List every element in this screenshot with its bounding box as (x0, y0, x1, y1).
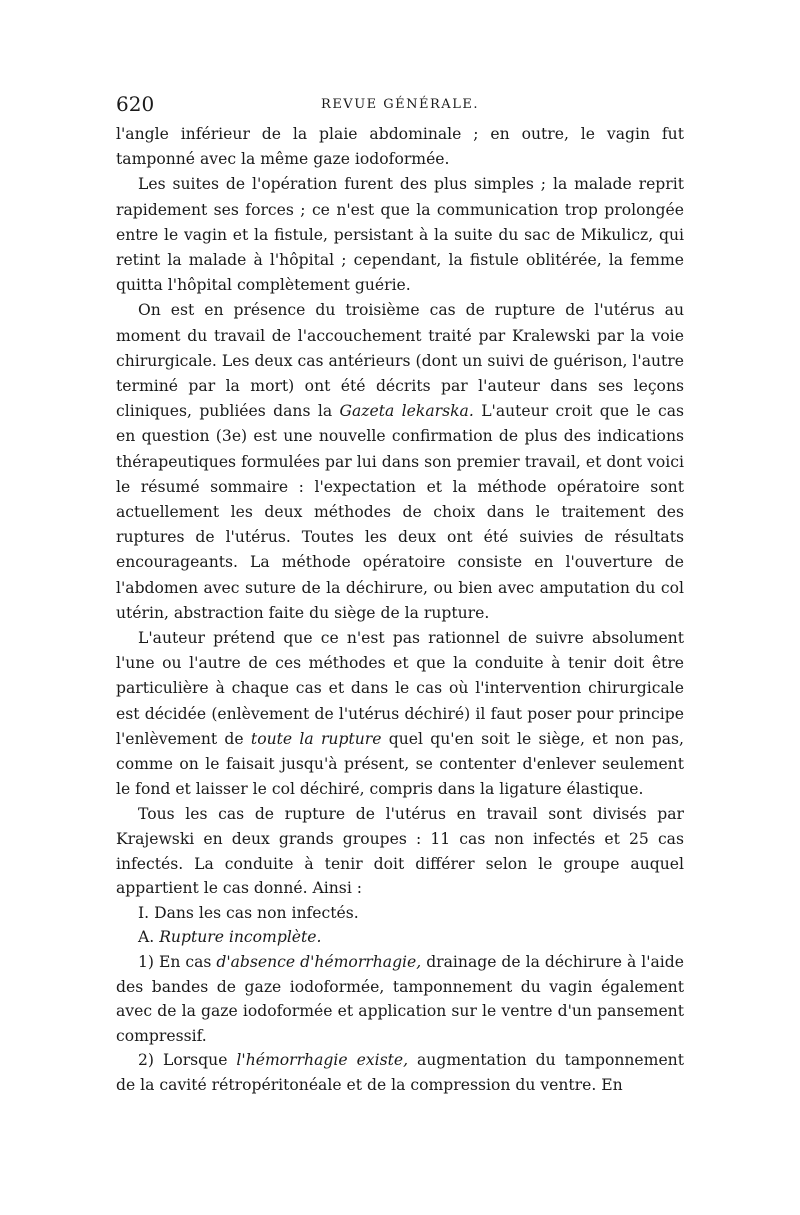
list-item-no-hemorrhage (116, 950, 684, 1048)
list-item-hemorrhage (116, 1048, 684, 1097)
journal-title: REVUE GÉNÉRALE. (321, 97, 479, 112)
journal-name: Gazeta lekarska. (339, 402, 474, 421)
book-page (116, 92, 684, 1098)
paragraph-author-opinion (116, 626, 684, 802)
list-item-text: augmentation du tamponnement de la cavité rétropéritonéale et de la compression du ventre. En (116, 1051, 684, 1095)
list-label: 2) Lorsque (138, 1051, 228, 1070)
paragraph-case-groups: Tous les cas de rupture de l'utérus en travail sont divisés par Krajewski en deux grands groupes : 11 cas non infectés et 25 cas infectés. La conduite à tenir doit différer selon le groupe auquel appartient le cas donné. Ainsi : (116, 805, 684, 898)
emphasis-text: l'hémorrhagie existe, (236, 1051, 409, 1070)
paragraph-continuation: l'angle inférieur de la plaie abdominale ; en outre, le vagin fut tamponné avec la même gaze iodoformée. (116, 125, 684, 169)
paragraph-text: L'auteur croit que le cas en question (3e) est une nouvelle confirmation de plus des indications thérapeutiques formulées par lui dans son premier travail, et dont voici le résumé sommaire : l'expectation et la méthode opératoire sont actuellement les deux méthodes de choix dans le traitement des ruptures de l'utérus. Toutes les deux ont été suivies de résultats encourageants. La méthode opératoire consiste en l'ouverture de l'abdomen avec suture de la déchirure, ou bien avec amputation du col utérin, abstraction faite du siège de la rupture. (116, 402, 685, 622)
emphasis-text: d'absence d'hémorrhagie, (216, 953, 422, 972)
emphasis-text: toute la rupture (250, 729, 382, 748)
paragraph-text: L'auteur prétend que ce n'est pas rationnel de suivre absolument l'une ou l'autre de ces méthodes et que la conduite à tenir doit être particulière à chaque cas et dans le cas où l'intervention chirurgicale est décidée (enlèvement de l'utérus déchiré) il faut poser pour principe l'enlèvement de (116, 629, 684, 748)
body-text (116, 122, 684, 1098)
paragraph-operation-outcome: Les suites de l'opération furent des plus simples ; la malade reprit rapidement ses forces ; ce n'est que la communication trop prolongée entre le vagin et la fistule, persistant à la suite du sac de Mikulicz, qui retint la malade à l'hôpital ; cependant, la fistule oblitérée, la femme quitta l'hôpital complètement guérie. (116, 175, 684, 295)
page-number: 620 (116, 92, 155, 116)
section-heading-non-infected: I. Dans les cas non infectés. (138, 903, 359, 922)
list-label: 1) En cas (138, 953, 212, 972)
paragraph-third-case (116, 298, 684, 626)
paragraph-text: On est en présence du troisième cas de rupture de l'utérus au moment du travail de l'accouchement traité par Kralewski par la voie chirurgicale. Les deux cas antérieurs (dont un suivi de guérison, l'autre terminé par la mort) ont été décrits par l'auteur dans ses leçons cliniques, publiées dans la (116, 301, 684, 421)
running-head (116, 92, 684, 122)
subsection-title: Rupture incomplète. (159, 928, 322, 947)
list-label: A. (138, 928, 155, 947)
subsection-heading-incomplete-rupture (116, 925, 684, 950)
paragraph-text: quel qu'en soit le siège, et non pas, comme on le faisait jusqu'à présent, se contenter d'enlever seulement le fond et laisser le col déchiré, compris dans la ligature élastique. (116, 729, 684, 799)
list-item-text: drainage de la déchirure à l'aide des bandes de gaze iodoformée, tamponnement du vagin également avec de la gaze iodoformée et application sur le ventre d'un pansement compressif. (116, 953, 684, 1045)
